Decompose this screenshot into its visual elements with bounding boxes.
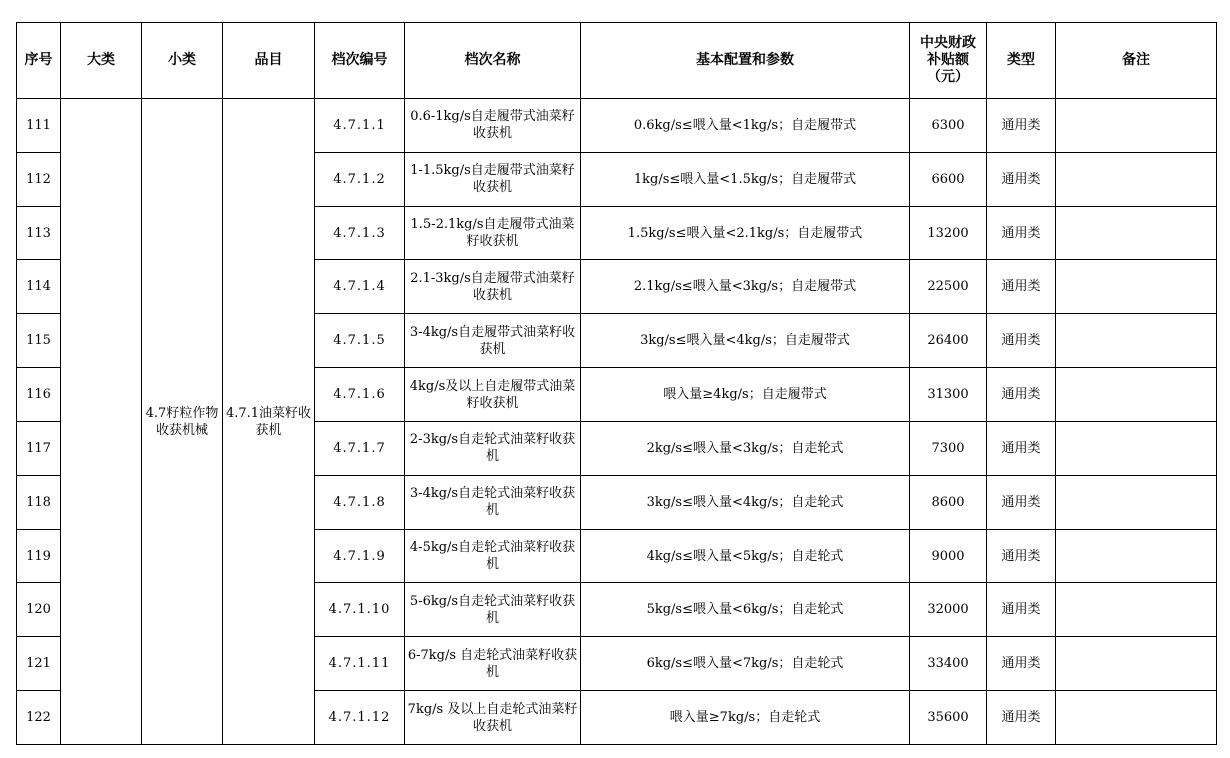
cell-notes: [1056, 206, 1217, 260]
cell-name: 3-4kg/s自走轮式油菜籽收获机: [405, 475, 581, 529]
cell-code: 4.7.1.7: [315, 421, 405, 475]
cell-config: 0.6kg/s≤喂入量<1kg/s；自走履带式: [581, 99, 910, 153]
cell-name: 7kg/s 及以上自走轮式油菜籽收获机: [405, 691, 581, 745]
cell-subsidy: 6600: [910, 152, 987, 206]
cell-seq: 117: [17, 421, 61, 475]
cell-seq: 116: [17, 368, 61, 422]
cell-notes: [1056, 152, 1217, 206]
cell-notes: [1056, 99, 1217, 153]
cell-notes: [1056, 529, 1217, 583]
header-subsidy-line3: （元）: [927, 69, 969, 85]
header-subsidy: [910, 23, 987, 99]
cell-notes: [1056, 691, 1217, 745]
cell-seq: 114: [17, 260, 61, 314]
cell-config: 5kg/s≤喂入量<6kg/s；自走轮式: [581, 583, 910, 637]
cell-minor: 4.7籽粒作物收获机械: [142, 99, 223, 745]
cell-subsidy: 7300: [910, 421, 987, 475]
cell-code: 4.7.1.12: [315, 691, 405, 745]
cell-subsidy: 9000: [910, 529, 987, 583]
cell-subsidy: 22500: [910, 260, 987, 314]
cell-code: 4.7.1.4: [315, 260, 405, 314]
cell-type: 通用类: [987, 529, 1056, 583]
cell-code: 4.7.1.5: [315, 314, 405, 368]
cell-seq: 120: [17, 583, 61, 637]
cell-type: 通用类: [987, 421, 1056, 475]
table-body: [17, 99, 1217, 745]
cell-type: 通用类: [987, 314, 1056, 368]
cell-subsidy: 35600: [910, 691, 987, 745]
cell-type: 通用类: [987, 99, 1056, 153]
cell-code: 4.7.1.8: [315, 475, 405, 529]
cell-seq: 121: [17, 637, 61, 691]
cell-config: 4kg/s≤喂入量<5kg/s；自走轮式: [581, 529, 910, 583]
cell-notes: [1056, 475, 1217, 529]
cell-seq: 118: [17, 475, 61, 529]
cell-code: 4.7.1.9: [315, 529, 405, 583]
cell-code: 4.7.1.1: [315, 99, 405, 153]
header-code: 档次编号: [315, 23, 405, 99]
cell-subsidy: 13200: [910, 206, 987, 260]
cell-type: 通用类: [987, 475, 1056, 529]
cell-notes: [1056, 260, 1217, 314]
cell-code: 4.7.1.3: [315, 206, 405, 260]
cell-type: 通用类: [987, 368, 1056, 422]
cell-config: 3kg/s≤喂入量<4kg/s；自走轮式: [581, 475, 910, 529]
subsidy-table: [16, 22, 1217, 745]
header-name: 档次名称: [405, 23, 581, 99]
cell-subsidy: 8600: [910, 475, 987, 529]
cell-name: 0.6-1kg/s自走履带式油菜籽收获机: [405, 99, 581, 153]
cell-config: 6kg/s≤喂入量<7kg/s；自走轮式: [581, 637, 910, 691]
cell-subsidy: 6300: [910, 99, 987, 153]
header-notes: 备注: [1056, 23, 1217, 99]
cell-type: 通用类: [987, 583, 1056, 637]
header-subsidy-line2: 补贴额: [927, 52, 969, 68]
header-subsidy-line1: 中央财政: [920, 35, 976, 51]
cell-code: 4.7.1.2: [315, 152, 405, 206]
header-item: 品目: [223, 23, 315, 99]
header-seq: 序号: [17, 23, 61, 99]
cell-seq: 122: [17, 691, 61, 745]
cell-config: 1.5kg/s≤喂入量<2.1kg/s；自走履带式: [581, 206, 910, 260]
cell-name: 6-7kg/s 自走轮式油菜籽收获机: [405, 637, 581, 691]
cell-type: 通用类: [987, 691, 1056, 745]
cell-seq: 113: [17, 206, 61, 260]
cell-notes: [1056, 368, 1217, 422]
header-major: 大类: [61, 23, 142, 99]
cell-subsidy: 33400: [910, 637, 987, 691]
cell-name: 4kg/s及以上自走履带式油菜籽收获机: [405, 368, 581, 422]
cell-subsidy: 32000: [910, 583, 987, 637]
cell-name: 1-1.5kg/s自走履带式油菜籽收获机: [405, 152, 581, 206]
cell-config: 1kg/s≤喂入量<1.5kg/s；自走履带式: [581, 152, 910, 206]
cell-subsidy: 31300: [910, 368, 987, 422]
cell-seq: 111: [17, 99, 61, 153]
header-row: [17, 23, 1217, 99]
cell-config: 喂入量≥7kg/s；自走轮式: [581, 691, 910, 745]
header-minor: 小类: [142, 23, 223, 99]
cell-code: 4.7.1.10: [315, 583, 405, 637]
cell-type: 通用类: [987, 206, 1056, 260]
cell-notes: [1056, 421, 1217, 475]
cell-config: 喂入量≥4kg/s；自走履带式: [581, 368, 910, 422]
cell-seq: 115: [17, 314, 61, 368]
cell-name: 2-3kg/s自走轮式油菜籽收获机: [405, 421, 581, 475]
cell-major: [61, 99, 142, 745]
cell-config: 2.1kg/s≤喂入量<3kg/s；自走履带式: [581, 260, 910, 314]
cell-name: 3-4kg/s自走履带式油菜籽收获机: [405, 314, 581, 368]
cell-code: 4.7.1.11: [315, 637, 405, 691]
cell-config: 2kg/s≤喂入量<3kg/s；自走轮式: [581, 421, 910, 475]
table-row: [17, 99, 1217, 153]
cell-name: 5-6kg/s自走轮式油菜籽收获机: [405, 583, 581, 637]
cell-config: 3kg/s≤喂入量<4kg/s；自走履带式: [581, 314, 910, 368]
cell-notes: [1056, 314, 1217, 368]
cell-notes: [1056, 583, 1217, 637]
cell-name: 2.1-3kg/s自走履带式油菜籽收获机: [405, 260, 581, 314]
header-type: 类型: [987, 23, 1056, 99]
cell-name: 4-5kg/s自走轮式油菜籽收获机: [405, 529, 581, 583]
cell-code: 4.7.1.6: [315, 368, 405, 422]
header-config: 基本配置和参数: [581, 23, 910, 99]
cell-item: 4.7.1油菜籽收获机: [223, 99, 315, 745]
cell-type: 通用类: [987, 152, 1056, 206]
cell-type: 通用类: [987, 637, 1056, 691]
cell-type: 通用类: [987, 260, 1056, 314]
cell-name: 1.5-2.1kg/s自走履带式油菜籽收获机: [405, 206, 581, 260]
cell-notes: [1056, 637, 1217, 691]
cell-seq: 119: [17, 529, 61, 583]
cell-subsidy: 26400: [910, 314, 987, 368]
cell-seq: 112: [17, 152, 61, 206]
